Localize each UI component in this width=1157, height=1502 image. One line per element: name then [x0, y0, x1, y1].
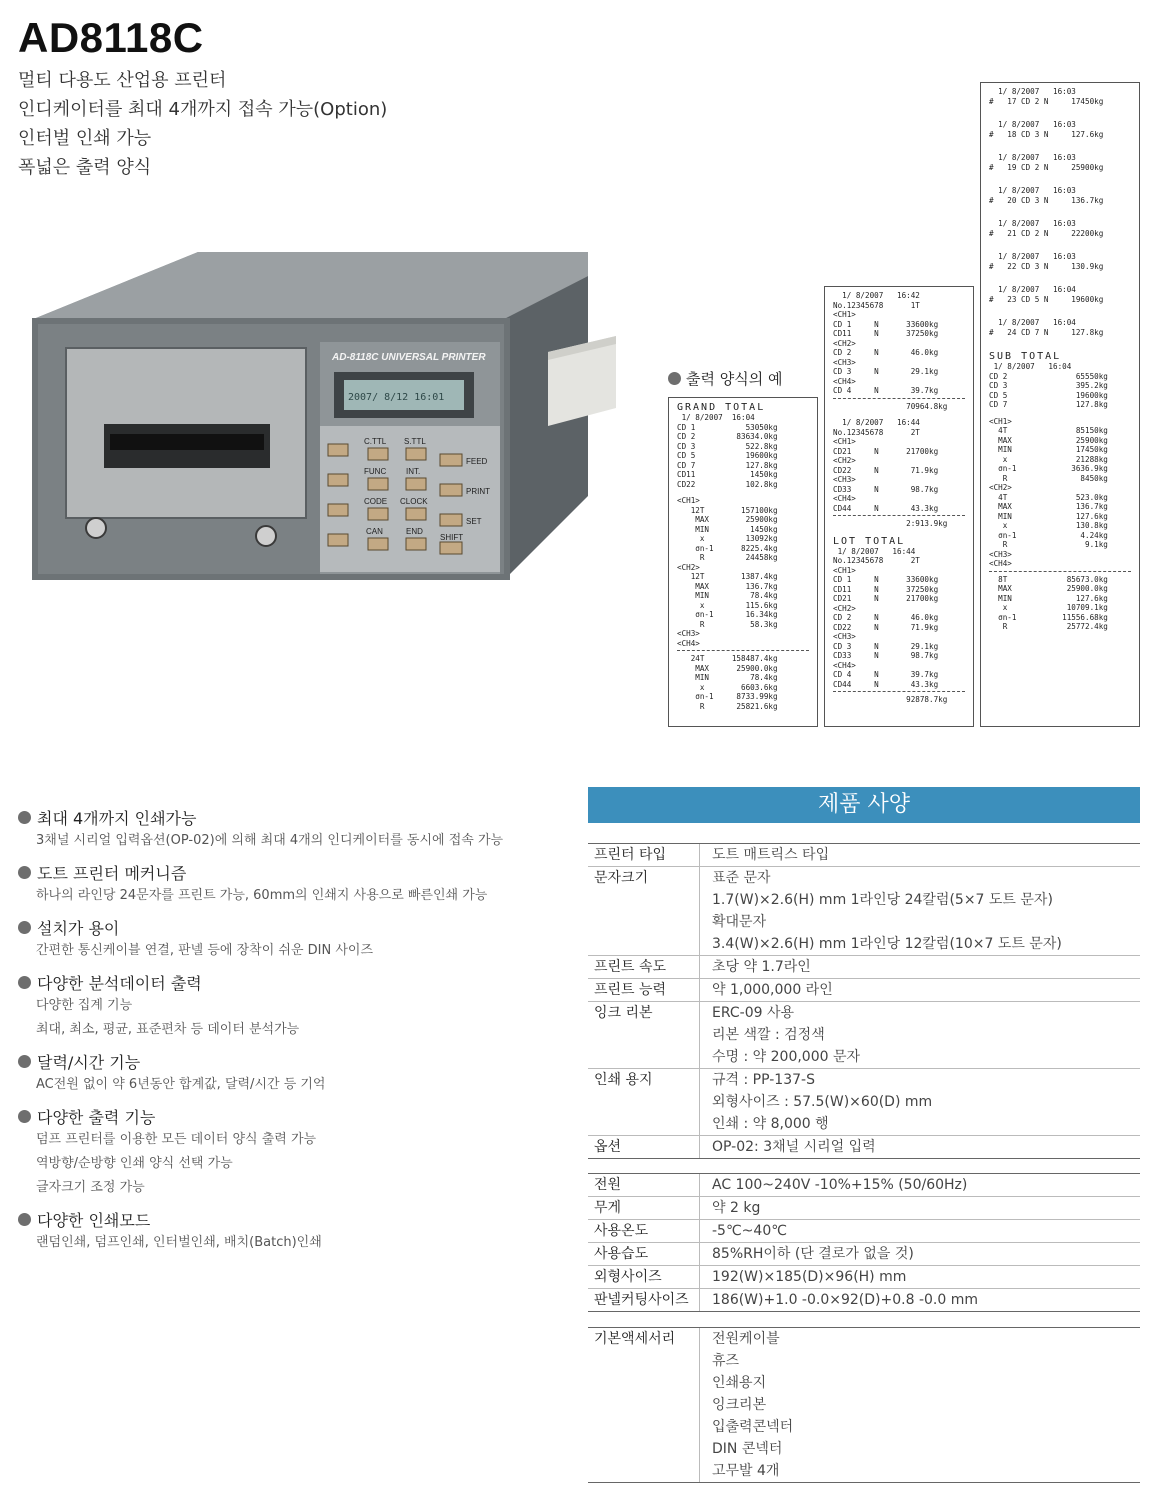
spec-row [588, 1069, 1140, 1136]
receipt-line: SUB TOTAL [989, 351, 1062, 362]
spec-value-line: ERC-09 사용 [712, 1005, 795, 1021]
spec-row [588, 1220, 1140, 1243]
receipt-line: CD11 N 37250kg [833, 584, 939, 594]
feature-heading [18, 970, 558, 994]
spec-value-line: 표준 문자 [712, 870, 771, 886]
spec-table [588, 1173, 1140, 1312]
spec-value-line: 1.7(W)×2.6(H) mm 1라인당 24칼럼(5×7 도트 문자) [712, 892, 1053, 908]
receipt-gap [989, 344, 1131, 351]
receipt-line: # 19 CD 2 N 25900kg [989, 162, 1104, 172]
printer-model-label: AD-8118C UNIVERSAL PRINTER [332, 352, 486, 363]
receipt-gap [989, 245, 1131, 252]
receipt-line: MAX 25900.0kg [677, 663, 778, 673]
receipt-line: CD21 N 21700kg [833, 594, 939, 603]
spec-value [700, 956, 1140, 978]
key-label-func: FUNC [364, 467, 387, 476]
receipt-line: CD 7 127.8kg [677, 460, 778, 470]
spec-value-line: 전원케이블 [712, 1331, 780, 1347]
receipt-line: R 8450kg [989, 473, 1108, 483]
receipt-line: 8T 85673.0kg [989, 574, 1108, 584]
spec-value [700, 979, 1140, 1001]
receipt-line: 4T 85150kg [989, 426, 1108, 435]
spec-label: 프린트 속도 [588, 956, 700, 978]
spec-label: 옵션 [588, 1136, 700, 1158]
receipt-line: R 9.1kg [989, 540, 1108, 549]
bullet-icon [18, 921, 31, 934]
receipt-gap [989, 304, 1131, 311]
receipt-line: No.12345678 2T [833, 556, 920, 565]
spec-label: 외형사이즈 [588, 1266, 700, 1288]
feature-description: 3채널 시리얼 입력옵션(OP-02)에 의해 최대 4개의 인디케이터를 동시에 접속 가능 [36, 833, 504, 848]
spec-row [588, 1328, 1140, 1483]
feature-heading [18, 860, 558, 884]
receipt-line: CD 3 N 29.1kg [833, 641, 939, 651]
receipt-line: CD11 N 37250kg [833, 329, 939, 338]
receipt-line: x 6603.6kg [677, 682, 778, 692]
spec-value-line: OP-02: 3채널 시리얼 입력 [712, 1139, 876, 1155]
receipt-line: <CH4> [677, 638, 700, 648]
receipt-line: MAX 25900kg [989, 435, 1108, 445]
spec-value-line: AC 100~240V -10%+15% (50/60Hz) [712, 1177, 968, 1193]
receipt-line: 1/ 8/2007 16:04 [989, 285, 1076, 294]
printer-image [28, 248, 618, 608]
receipt-line: MIN 17450kg [989, 445, 1108, 454]
receipt-separator [833, 515, 965, 516]
key-label-clock: CLOCK [400, 497, 428, 506]
feature-heading-text: 최대 4개까지 인쇄가능 [37, 808, 197, 828]
spec-row [588, 1243, 1140, 1266]
key-label-ctotal: C.TTL [364, 437, 387, 446]
receipt-line: <CH2> [677, 562, 700, 572]
receipt-line: <CH1> [989, 416, 1012, 426]
spec-value-line: 인쇄용지 [712, 1375, 767, 1391]
receipt-lot-total [824, 286, 974, 727]
spec-label: 판넬커팅사이즈 [588, 1289, 700, 1311]
key-label-set: SET [466, 517, 482, 526]
key-label-code: CODE [364, 497, 388, 506]
receipt-line: CD33 N 98.7kg [833, 484, 939, 494]
receipt-line: <CH3> [677, 629, 700, 638]
key-label-stotal: S.TTL [404, 437, 426, 446]
spec-value-line: 고무발 4개 [712, 1463, 780, 1479]
receipt-gap [989, 238, 1131, 245]
receipt-line: # 24 CD 7 N 127.8kg [989, 327, 1104, 337]
spec-label: 사용온도 [588, 1220, 700, 1242]
receipt-line: 1/ 8/2007 16:44 [833, 546, 916, 556]
num-key[interactable] [368, 478, 388, 490]
receipt-gap [989, 271, 1131, 278]
receipt-line: σn-1 8225.4kg [677, 543, 778, 553]
receipt-line: R 25821.6kg [677, 701, 778, 711]
receipt-separator [833, 691, 965, 692]
receipt-line: MIN 78.4kg [677, 591, 778, 600]
receipt-gap [989, 146, 1131, 153]
spec-value-line: 외형사이즈 : 57.5(W)×60(D) mm [712, 1094, 933, 1110]
spec-value-line: DIN 콘넥터 [712, 1441, 783, 1457]
receipt-line: CD33 N 98.7kg [833, 651, 939, 660]
receipt-line: 12T 157100kg [677, 505, 778, 515]
feature-description: 하나의 라인당 24문자를 프린트 가능, 60mm의 인쇄지 사용으로 빠른인쇄 가능 [36, 888, 488, 903]
receipt-line: # 17 CD 2 N 17450kg [989, 96, 1104, 106]
spec-row [588, 979, 1140, 1002]
num-key[interactable] [406, 508, 426, 520]
bullet-icon [18, 1055, 31, 1068]
spec-value-line: 3.4(W)×2.6(H) mm 1라인당 12칼럼(10×7 도트 문자) [712, 936, 1062, 952]
bullet-icon [18, 976, 31, 989]
spec-row [588, 1136, 1140, 1159]
receipt-line: R 25772.4kg [989, 622, 1108, 631]
receipt-line: <CH3> [833, 357, 856, 367]
receipt-line: CD 2 N 46.0kg [833, 348, 939, 357]
spec-value [700, 867, 1140, 955]
spec-row [588, 1197, 1140, 1220]
feature-heading-text: 다양한 출력 기능 [37, 1107, 156, 1127]
feature-heading-text: 설치가 용이 [37, 918, 120, 938]
receipt-line: 1/ 8/2007 16:42 [833, 291, 920, 300]
receipt-line: 1/ 8/2007 16:44 [833, 418, 920, 427]
feature-heading-text: 도트 프린터 메커니즘 [37, 863, 187, 883]
receipt-line: x 21288kg [989, 454, 1108, 464]
receipt-gap [989, 212, 1131, 219]
receipt-gap [677, 489, 809, 496]
intro-line: 인터벌 인쇄 가능 [18, 128, 152, 149]
receipt-line: MIN 127.6kg [989, 511, 1108, 521]
spec-row [588, 1002, 1140, 1069]
intro-list [18, 66, 387, 182]
receipt-line: x 115.6kg [677, 600, 778, 610]
intro-line: 인디케이터를 최대 4개까지 접속 가능(Option) [18, 99, 388, 120]
spec-value-line: 잉크리본 [712, 1397, 767, 1413]
spec-value-line: 85%RH이하 (단 결로가 없을 것) [712, 1246, 914, 1262]
feature-list [18, 798, 558, 1255]
receipt-line: 1/ 8/2007 16:03 [989, 87, 1076, 96]
spec-value [700, 1002, 1140, 1068]
receipt-line: R 24458kg [677, 553, 778, 562]
num-key[interactable] [406, 538, 426, 550]
receipt-gap [989, 113, 1131, 120]
spec-label: 잉크 리본 [588, 1002, 700, 1068]
receipt-line: CD 3 395.2kg [989, 381, 1108, 390]
key-label-shift: SHIFT [440, 533, 464, 542]
receipt-line: <CH3> [833, 632, 856, 641]
spec-row [588, 956, 1140, 979]
spec-row [588, 1174, 1140, 1197]
receipt-line: 1/ 8/2007 16:03 [989, 219, 1076, 228]
receipt-line: MAX 25900.0kg [989, 584, 1108, 593]
spec-value-line: 192(W)×185(D)×96(H) mm [712, 1269, 907, 1285]
receipt-line: GRAND TOTAL [677, 402, 766, 413]
spec-value [700, 1069, 1140, 1135]
feature-description: 역방향/순방향 인쇄 양식 선택 가능 [36, 1156, 233, 1171]
receipt-line: 2:913.9kg [833, 519, 948, 528]
num-key[interactable] [368, 448, 388, 460]
receipt-gap [833, 529, 965, 536]
receipt-line: 24T 158487.4kg [677, 654, 778, 663]
receipt-line: CD22 N 71.9kg [833, 465, 939, 475]
spec-table [588, 1327, 1140, 1483]
spec-value [700, 1328, 1140, 1482]
receipt-line: CD44 N 43.3kg [833, 679, 939, 689]
receipt-line: No.12345678 1T [833, 300, 920, 310]
receipt-line: σn-1 16.34kg [677, 610, 778, 619]
feature-description: 랜덤인쇄, 덤프인쇄, 인터벌인쇄, 배치(Batch)인쇄 [36, 1235, 322, 1250]
spec-value [700, 1136, 1140, 1158]
receipt-line: CD 4 N 39.7kg [833, 386, 939, 395]
receipt-line: CD 2 65550kg [989, 371, 1108, 381]
receipt-line: <CH3> [989, 549, 1012, 559]
receipt-line: <CH2> [833, 603, 856, 613]
feature-description: 최대, 최소, 평균, 표준편차 등 데이터 분석가능 [36, 1022, 300, 1037]
receipt-line: <CH1> [833, 310, 856, 319]
receipt-grand-total [668, 397, 818, 727]
spec-value-line: 약 2 kg [712, 1200, 761, 1216]
spec-value-line: 규격 : PP-137-S [712, 1072, 815, 1088]
receipt-line: σn-1 11556.68kg [989, 612, 1108, 622]
receipt-line: 1/ 8/2007 16:04 [989, 318, 1076, 327]
receipt-line: 1/ 8/2007 16:03 [989, 120, 1076, 129]
spec-value-line: 휴즈 [712, 1353, 740, 1369]
spec-table [588, 843, 1140, 1159]
bullet-icon [18, 811, 31, 824]
receipt-line: <CH3> [833, 475, 856, 484]
feature-heading-text: 다양한 분석데이터 출력 [37, 973, 202, 993]
receipt-line: <CH2> [833, 456, 856, 465]
num-key[interactable] [406, 448, 426, 460]
receipt-line: x 13092kg [677, 534, 778, 543]
key-label-feed: FEED [466, 457, 488, 466]
receipt-line: MAX 25900kg [677, 515, 778, 524]
receipt-line: MAX 136.7kg [989, 502, 1108, 511]
receipt-line: # 23 CD 5 N 19600kg [989, 294, 1104, 304]
num-key[interactable] [368, 508, 388, 520]
receipt-line: # 18 CD 3 N 127.6kg [989, 129, 1104, 139]
spec-label: 사용습도 [588, 1243, 700, 1265]
receipt-line: σn-1 4.24kg [989, 530, 1108, 540]
receipt-line: CD 5 19600kg [677, 451, 778, 460]
receipt-gap [989, 205, 1131, 212]
key-label-print: PRINT [466, 487, 490, 496]
bullet-icon [18, 1110, 31, 1123]
num-key[interactable] [328, 504, 348, 516]
spec-value-line: 리본 색깔 : 검정색 [712, 1027, 825, 1043]
receipt-line: MIN 127.6kg [989, 593, 1108, 603]
spec-value-line: 초당 약 1.7라인 [712, 959, 811, 975]
receipt-gap [989, 172, 1131, 179]
spec-value [700, 1220, 1140, 1242]
spec-label: 프린터 타입 [588, 844, 700, 866]
key-label-end: END [406, 527, 423, 536]
receipt-line: 92878.7kg [833, 695, 948, 704]
spec-value-line: 도트 매트릭스 타입 [712, 847, 830, 863]
receipt-line: CD44 N 43.3kg [833, 503, 939, 513]
key-label-can: CAN [366, 527, 383, 536]
bullet-icon [668, 372, 681, 385]
receipt-line: CD22 102.8kg [677, 479, 778, 489]
spec-title: 제품 사양 [588, 787, 1140, 823]
spec-row [588, 867, 1140, 956]
receipt-line: 70964.8kg [833, 401, 948, 411]
spec-label: 인쇄 용지 [588, 1069, 700, 1135]
receipt-line: MIN 78.4kg [677, 673, 778, 682]
spec-value-line: 186(W)+1.0 -0.0×92(D)+0.8 -0.0 mm [712, 1292, 978, 1308]
receipt-separator [989, 571, 1131, 572]
receipt-gap [833, 411, 965, 418]
spec-row [588, 844, 1140, 867]
receipt-line: 1/ 8/2007 16:04 [677, 413, 755, 422]
feature-heading [18, 805, 558, 829]
receipt-line: CD21 N 21700kg [833, 446, 939, 456]
spec-value-line: 수명 : 약 200,000 문자 [712, 1049, 861, 1065]
page-title: AD8118C [18, 14, 204, 61]
feature-heading-text: 다양한 인쇄모드 [37, 1210, 151, 1230]
receipt-line: CD11 1450kg [677, 470, 778, 479]
num-key[interactable] [328, 444, 348, 456]
spec-value [700, 1174, 1140, 1196]
receipt-line: # 21 CD 2 N 22200kg [989, 228, 1104, 238]
num-key[interactable] [328, 474, 348, 486]
receipt-line: CD 3 N 29.1kg [833, 367, 939, 376]
receipt-gap [989, 337, 1131, 344]
receipt-sub-total [980, 82, 1140, 727]
feature-heading [18, 1049, 558, 1073]
receipt-line: LOT TOTAL [833, 535, 906, 547]
intro-line: 폭넓은 출력 양식 [18, 157, 152, 178]
receipt-line: CD 2 N 46.0kg [833, 613, 939, 622]
spec-value [700, 1266, 1140, 1288]
spec-label: 프린트 능력 [588, 979, 700, 1001]
receipt-line: x 10709.1kg [989, 603, 1108, 612]
spec-value [700, 1243, 1140, 1265]
spec-row [588, 1289, 1140, 1312]
feature-description: 덤프 프린터를 이용한 모든 데이터 양식 출력 가능 [36, 1132, 317, 1147]
receipt-line: <CH1> [833, 437, 856, 446]
spec-label: 기본액세서리 [588, 1328, 700, 1482]
receipt-gap [989, 179, 1131, 186]
sample-label-text: 출력 양식의 예 [686, 370, 783, 388]
spec-value [700, 844, 1140, 866]
bullet-icon [18, 866, 31, 879]
receipt-gap [989, 139, 1131, 146]
receipt-line: # 22 CD 3 N 130.9kg [989, 261, 1104, 271]
feature-heading [18, 1207, 558, 1231]
intro-line: 멀티 다용도 산업용 프린터 [18, 70, 227, 91]
receipt-line: 1/ 8/2007 16:04 [989, 362, 1072, 371]
num-key[interactable] [406, 478, 426, 490]
print-key[interactable] [440, 484, 462, 496]
receipt-line: σn-1 8733.99kg [677, 692, 778, 701]
spec-row [588, 1266, 1140, 1289]
spec-label: 무게 [588, 1197, 700, 1219]
receipt-line: 4T 523.0kg [989, 492, 1108, 502]
spec-value-line: -5℃~40℃ [712, 1223, 787, 1239]
receipt-line: MAX 136.7kg [677, 581, 778, 591]
spec-value [700, 1289, 1140, 1311]
receipt-line: <CH4> [833, 660, 856, 670]
receipt-gap [989, 278, 1131, 285]
receipt-line: <CH4> [989, 559, 1012, 568]
receipt-line: CD 2 83634.0kg [677, 432, 778, 441]
spec-value-line: 확대문자 [712, 914, 767, 930]
feature-description: 다양한 집계 기능 [36, 998, 133, 1013]
receipt-line: 1/ 8/2007 16:03 [989, 153, 1076, 162]
num-key[interactable] [368, 538, 388, 550]
receipt-line: 1/ 8/2007 16:03 [989, 186, 1076, 195]
receipt-line: <CH1> [677, 496, 700, 505]
receipt-line: CD 3 522.8kg [677, 441, 778, 451]
receipt-line: CD22 N 71.9kg [833, 622, 939, 632]
receipt-line: <CH4> [833, 376, 856, 386]
shift-key[interactable] [440, 542, 462, 554]
receipt-line: R 58.3kg [677, 619, 778, 629]
receipt-line: 1/ 8/2007 16:03 [989, 252, 1076, 261]
receipt-gap [989, 311, 1131, 318]
receipt-line: CD 1 53050kg [677, 422, 778, 432]
spec-value-line: 입출력콘넥터 [712, 1419, 794, 1435]
receipt-separator [677, 650, 809, 651]
receipt-gap [989, 410, 1131, 417]
receipt-line: MIN 1450kg [677, 524, 778, 534]
receipt-line: <CH2> [989, 483, 1012, 492]
receipt-line: CD 7 127.8kg [989, 400, 1108, 409]
receipt-line: <CH4> [833, 494, 856, 503]
receipt-line: CD 1 N 33600kg [833, 575, 939, 584]
receipt-line: σn-1 3636.9kg [989, 464, 1108, 473]
feature-heading [18, 915, 558, 939]
feature-heading [18, 1104, 558, 1128]
set-key[interactable] [440, 514, 462, 526]
feature-description: AC전원 없이 약 6년동안 합계값, 달력/시간 등 기억 [36, 1077, 326, 1092]
spec-value-line: 인쇄 : 약 8,000 행 [712, 1116, 829, 1132]
feed-key[interactable] [440, 454, 462, 466]
receipt-line: CD 5 19600kg [989, 390, 1108, 400]
num-key[interactable] [328, 534, 348, 546]
feature-description: 간편한 통신케이블 연결, 판넬 등에 장착이 쉬운 DIN 사이즈 [36, 943, 374, 958]
receipt-line: x 130.8kg [989, 521, 1108, 530]
key-label-int: INT. [406, 467, 421, 476]
receipt-line: <CH1> [833, 565, 856, 575]
bullet-icon [18, 1213, 31, 1226]
receipt-line: CD 4 N 39.7kg [833, 670, 939, 679]
feature-heading-text: 달력/시간 기능 [37, 1052, 141, 1072]
receipt-line: No.12345678 2T [833, 427, 920, 437]
lcd-display: 2007/ 8/12 16:01 [348, 392, 445, 403]
receipt-gap [989, 106, 1131, 113]
feature-description: 글자크기 조정 가능 [36, 1180, 145, 1195]
receipt-line: <CH2> [833, 338, 856, 348]
spec-value-line: 약 1,000,000 라인 [712, 982, 833, 998]
receipt-line: CD 1 N 33600kg [833, 319, 939, 329]
spec-label: 문자크기 [588, 867, 700, 955]
receipt-line: # 20 CD 3 N 136.7kg [989, 195, 1104, 205]
spec-label: 전원 [588, 1174, 700, 1196]
sample-label [668, 368, 782, 389]
spec-value [700, 1197, 1140, 1219]
receipt-line: 12T 1387.4kg [677, 572, 778, 581]
receipt-separator [833, 398, 965, 399]
